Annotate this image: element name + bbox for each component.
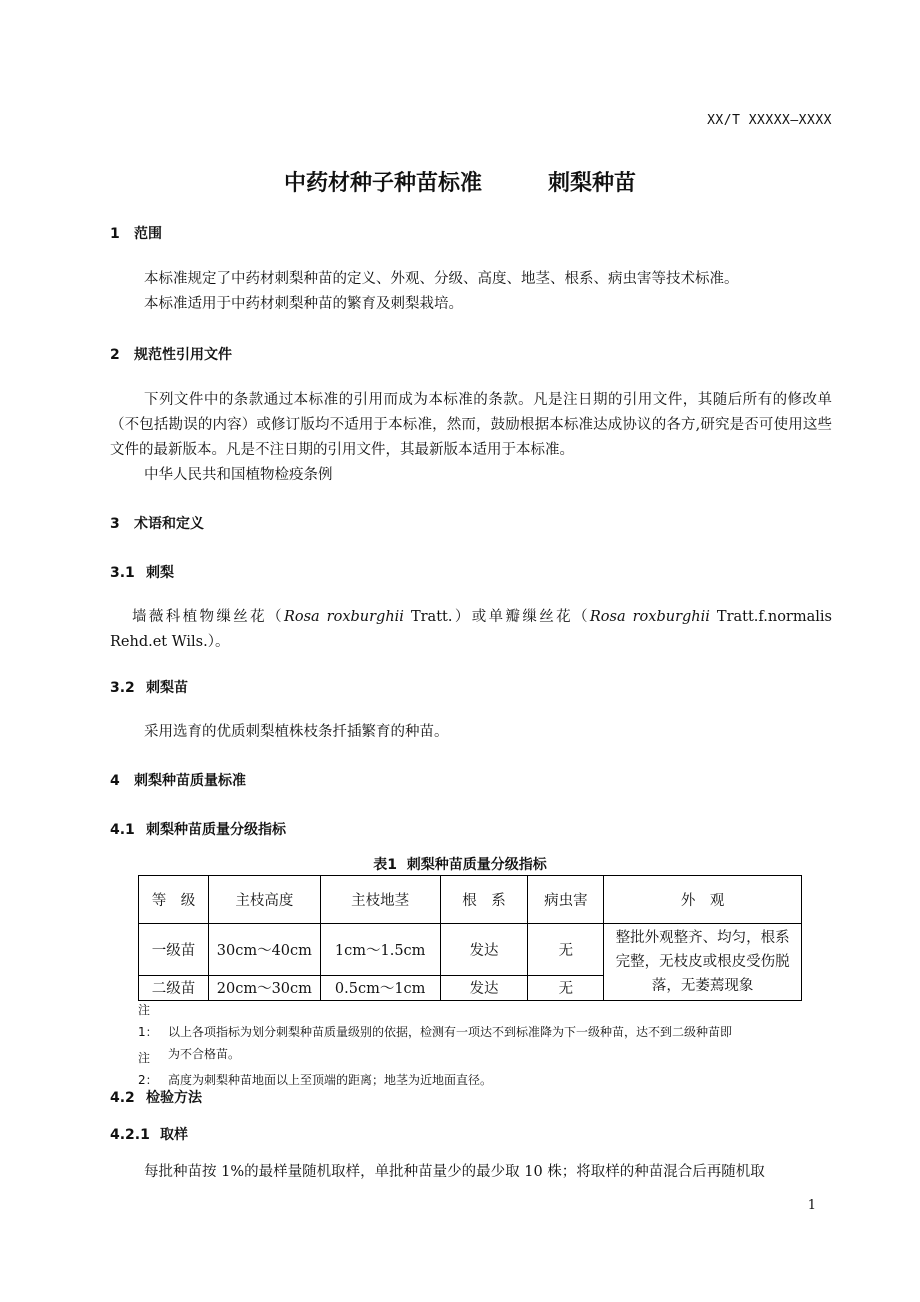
definition-text: Tratt.f.normalis Rehd.et Wils.）。 <box>110 609 832 650</box>
table-row <box>139 924 802 976</box>
section-number: 2 <box>110 347 120 363</box>
note-label: 注2： <box>138 1051 158 1087</box>
section-number: 4 <box>110 773 120 789</box>
cell-height: 20cm～30cm <box>208 975 320 1000</box>
section-title: 术语和定义 <box>134 516 204 532</box>
paragraph-references-1: 下列文件中的条款通过本标准的引用而成为本标准的条款。凡是注日期的引用文件，其随后所有的修改单（不包括勘误的内容）或修订版均不适用于本标准，然而，鼓励根据本标准达成协议的各方,研究是否可使用这些文件的最新版本。凡是不注日期的引用文件，其最新版本适用于本标准。 <box>110 392 832 458</box>
section-number: 4.2 <box>110 1090 135 1106</box>
cell-stem: 1cm～1.5cm <box>320 924 440 976</box>
header-cell-pest: 病虫害 <box>528 876 604 924</box>
cell-height: 30cm～40cm <box>208 924 320 976</box>
section-number: 1 <box>110 226 120 242</box>
quality-grade-table <box>138 875 802 1001</box>
section-title: 范围 <box>134 226 162 242</box>
note-text: 以上各项指标为划分刺梨种苗质量级别的依据，检测有一项达不到标准降为下一级种苗，达不到二级种苗即 <box>168 1025 733 1039</box>
note-text: 为不合格苗。 <box>168 1047 241 1061</box>
section-number: 3.1 <box>110 565 135 581</box>
latin-name: Rosa roxburghii <box>589 609 710 625</box>
header-cell-height: 主枝高度 <box>208 876 320 924</box>
heading-section-3-1 <box>110 562 174 582</box>
section-number: 4.1 <box>110 822 135 838</box>
cell-grade: 一级苗 <box>139 924 209 976</box>
heading-section-4 <box>110 770 246 790</box>
heading-section-4-2-1 <box>110 1124 188 1144</box>
note-label: 注1： <box>138 1003 158 1039</box>
title-main: 中药材种子种苗标准 <box>283 171 482 196</box>
cell-root: 发达 <box>440 975 528 1000</box>
note-text: 高度为刺梨种苗地面以上至顶端的距离；地茎为近地面直径。 <box>168 1073 493 1087</box>
cell-grade: 二级苗 <box>139 975 209 1000</box>
header-cell-root: 根 系 <box>440 876 528 924</box>
cell-root: 发达 <box>440 924 528 976</box>
section-title: 刺梨种苗质量分级指标 <box>146 822 286 838</box>
table-header-row <box>139 876 802 924</box>
heading-section-4-2 <box>110 1087 202 1107</box>
header-cell-appearance: 外 观 <box>604 876 802 924</box>
heading-section-4-1 <box>110 819 286 839</box>
section-title: 规范性引用文件 <box>134 347 232 363</box>
latin-name: Rosa roxburghii <box>283 609 404 625</box>
document-title <box>0 166 920 197</box>
heading-section-1 <box>110 223 162 243</box>
definition-text: Tratt.）或单瓣缫丝花（ <box>403 609 590 625</box>
standard-code: XX/T XXXXX—XXXX <box>707 113 832 128</box>
heading-section-3 <box>110 513 204 533</box>
title-sub: 刺梨种苗 <box>548 171 637 196</box>
section-title: 刺梨苗 <box>146 680 188 696</box>
paragraph-scope-2: 本标准适用于中药材刺梨种苗的繁育及刺梨栽培。 <box>144 296 463 312</box>
section-title: 刺梨种苗质量标准 <box>134 773 246 789</box>
section-number: 3 <box>110 516 120 532</box>
section-title: 刺梨 <box>146 565 174 581</box>
cell-appearance: 整批外观整齐、均匀，根系完整，无枝皮或根皮受伤脱落，无萎蔫现象 <box>604 924 802 1001</box>
table-note-2 <box>138 1047 838 1091</box>
section-title: 取样 <box>160 1127 188 1143</box>
paragraph-definition-seedling: 采用选育的优质刺梨植株枝条扦插繁育的种苗。 <box>144 724 449 740</box>
table-caption: 表1 刺梨种苗质量分级指标 <box>373 857 547 873</box>
heading-section-3-2 <box>110 677 188 697</box>
section-number: 3.2 <box>110 680 135 696</box>
header-cell-stem: 主枝地茎 <box>320 876 440 924</box>
paragraph-sampling: 每批种苗按 1%的最样量随机取样，单批种苗量少的最少取 10 株；将取样的种苗混合后再随机取 <box>144 1164 765 1180</box>
cell-pest: 无 <box>528 924 604 976</box>
section-title: 检验方法 <box>146 1090 202 1106</box>
heading-section-2 <box>110 344 232 364</box>
paragraph-scope-1: 本标准规定了中药材刺梨种苗的定义、外观、分级、高度、地茎、根系、病虫害等技术标准。 <box>144 271 739 287</box>
cell-pest: 无 <box>528 975 604 1000</box>
cell-stem: 0.5cm～1cm <box>320 975 440 1000</box>
page-number: 1 <box>807 1198 816 1213</box>
paragraph-definition-cili <box>110 605 832 655</box>
header-cell-grade: 等 级 <box>139 876 209 924</box>
definition-text: 墙薇科植物缫丝花（ <box>132 609 284 625</box>
paragraph-references-2: 中华人民共和国植物检疫条例 <box>144 467 333 483</box>
section-number: 4.2.1 <box>110 1127 150 1143</box>
